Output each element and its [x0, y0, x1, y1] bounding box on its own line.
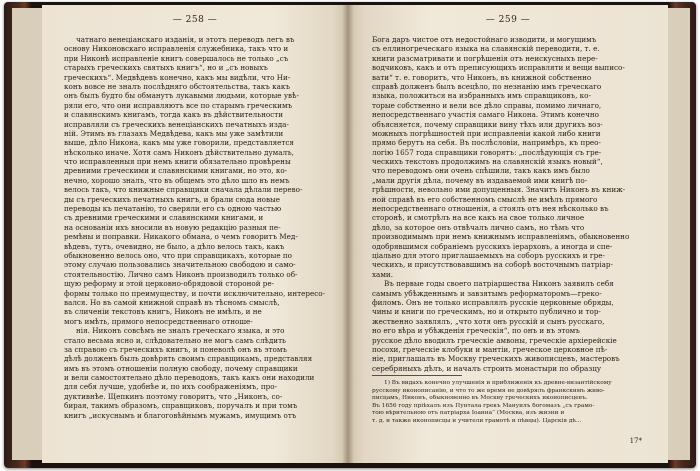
- right-page-number: — 259 —: [485, 15, 531, 25]
- text-line: ніе, приглашалъ въ Москву греческихъ живописцевъ, мастеровъ: [372, 354, 620, 364]
- text-line: ной справѣ въ его собственномъ смыслѣ не имѣлъ прямого: [372, 194, 598, 204]
- text-line: вѣдевъ, тутъ, очевидно, не было, а дѣло велось такъ, какъ: [64, 241, 285, 251]
- text-line: торые собственно и вели все дѣло справы, помимо личнаго,: [372, 100, 602, 110]
- text-line: русское дѣло вводилъ греческіе амвоны, греческіе архіерейскіе: [372, 335, 617, 345]
- text-line: Бога даръ чистое отъ недостойнаго изводити, и могущимъ: [372, 35, 597, 44]
- text-line: справѣ долженъ былъ всецѣло, по незнанію имъ греческаго: [372, 81, 602, 91]
- page-edges-left: [12, 8, 42, 460]
- text-line: тою вѣрительною отъ патріарха Іоанна“ (Москва, изъ жизни и: [372, 410, 565, 417]
- footnote: [372, 380, 646, 426]
- text-line: сторонѣ, и смотрѣлъ на все какъ на свое только личное: [372, 213, 585, 223]
- text-line: нечно, хорошо зналъ, что въ общемъ это дѣло шло въ немъ: [64, 175, 290, 185]
- left-page-number: — 258 —: [172, 15, 218, 25]
- text-line: при Никонѣ исправленіе книгъ совершалось не только „съ: [64, 53, 289, 63]
- text-line: Въ 1656 году пріѣхалъ изъ Пунтала грекъ Мануилъ богомазъ „съ грамо-: [372, 402, 595, 409]
- text-line: ціально для этого приглашаемыхъ на соборъ русскихъ и гре-: [372, 250, 605, 260]
- text-line: имъ въ этомъ отношеніи полную свободу, почему справщики: [64, 363, 298, 373]
- text-line: вался. Но въ самой книжной справѣ въ тѣсномъ смыслѣ,: [64, 297, 280, 307]
- text-line: и вели самостоятельно дѣло переводовъ, такъ какъ они находили: [64, 373, 315, 383]
- text-line: выше, дѣло Никона, какъ мы уже говорили, представляется: [64, 138, 294, 148]
- text-line: русскому иконописанію, и что то же время не довѣрялъ франкскимъ живо-: [372, 387, 605, 394]
- text-line: формы только по преимуществу, и почти исключительно, интересо-: [64, 288, 325, 298]
- text-line: бирая, такимъ образомъ, справщиковъ, поручалъ и при томъ: [64, 401, 298, 411]
- text-line: дѣлѣ долженъ былъ довѣрять своимъ справщикамъ, представляя: [64, 354, 313, 364]
- text-line: писцамъ, Никонъ, обыкновенно въ Москву греческихъ иконописцевъ.: [372, 395, 588, 402]
- text-line: стало весьма ясно и, слѣдовательно не могъ самъ слѣдить: [64, 335, 286, 345]
- text-line: за справою съ греческихъ книгъ, и поневолѣ онъ въ этомъ: [64, 344, 287, 354]
- text-line: Въ первые годы своего патріаршества Никонъ заявилъ себя: [384, 279, 614, 289]
- text-line: съ древними греческими и славянскими книгами, и: [64, 213, 264, 223]
- text-line: объясняется, почему справщики вину тѣхъ или другихъ воз-: [372, 119, 603, 129]
- page-edges-right: [668, 8, 690, 460]
- text-line: одобрявшимся собраніемъ русскихъ іерарховъ, а иногда и спе-: [372, 241, 613, 251]
- text-line: щую реформу и этой церковно-обрядовой стороной ре-: [64, 279, 275, 289]
- text-line: на основаніи ихъ вносили въ новую редакцію разныя пе-: [64, 222, 281, 232]
- text-line: непосредственнаго отношенія, а стоялъ отъ нея нѣсколько въ: [372, 204, 609, 214]
- text-line: древними греческими и славянскими книгами, но это, ко-: [64, 166, 288, 176]
- text-line: нѣсколько иначе. Хотя самъ Никонъ дѣйствительно думалъ,: [64, 147, 294, 157]
- footnote-divider: [372, 375, 462, 376]
- text-line: языка, положиться на избранныхъ имъ справщиковъ, ко-: [372, 91, 591, 101]
- text-line: для себя лучше, удобнѣе и, по ихъ соображеніямъ, про-: [64, 382, 277, 392]
- text-line: книгъ „искуснымъ и благоговѣйнымъ мужамъ, имущимъ отъ: [64, 410, 297, 420]
- left-page-text: [64, 35, 332, 420]
- text-line: конъ вовсе не зналъ послѣдняго обстоятельства, такъ какъ: [64, 81, 290, 91]
- text-line: но его вѣра и убѣжденія греческія“, по онъ и въ этомъ: [372, 326, 580, 336]
- book-gutter: [342, 5, 354, 463]
- text-line: переводы къ печатанію, то сверяли его съ одною частью: [64, 204, 282, 214]
- signature-mark: 17*: [629, 437, 642, 445]
- text-line: чатнаго венеціанскаго изданія, и этотъ переводъ легъ въ: [76, 35, 295, 44]
- text-line: хами.: [372, 269, 394, 279]
- text-line: филомъ. Онъ не только исправлялъ русскіе церковные обряды,: [372, 297, 614, 307]
- text-line: грѣшности, невольно ими допущенныя. Значитъ Никонъ въ книж-: [372, 185, 626, 195]
- text-line: ній. Этимъ въ глазахъ Медвѣдева, какъ мы уже замѣтили: [64, 128, 284, 138]
- text-line: въ сличеніи текстовъ книгъ, Никонъ не имѣлъ, и не: [64, 307, 262, 317]
- text-line: дуктивнѣе. Щепкинъ поэтому говоритъ, что „Никонъ, со-: [64, 391, 283, 401]
- text-line: производимымъ при немъ книжнымъ исправленіямъ, обыкновенно: [372, 232, 630, 242]
- text-line: книги разсматривати и погрѣшенія отъ неискусныхъ пере-: [372, 53, 598, 63]
- text-line: серебряныхъ дѣлъ, и началъ строить монастыри по образцу: [372, 363, 602, 373]
- text-line: нія. Никонъ совсѣмъ не зналъ греческаго языка, и это: [76, 326, 285, 336]
- text-line: можныхъ погрѣшностей при исправленіи какой либо книги: [372, 128, 601, 138]
- text-line: чины и книги по греческимъ, но и открыто публично и тор-: [372, 307, 601, 317]
- text-line: основу Никоновскаго исправленія служебника, такъ что и: [64, 44, 289, 54]
- text-line: 1) Въ видахъ конечно улучшенія и приближенія къ древне-византійскому: [384, 380, 612, 386]
- text-line: ческихъ, и присутствовавшимъ на соборѣ восточнымъ патріар-: [372, 260, 613, 270]
- text-line: онъ былъ будто бы обманутъ лукавыми людьми, которые увѣ-: [64, 91, 299, 101]
- text-line: непосредственнаго участія самаго Никона. Этимъ конечно: [372, 110, 599, 120]
- text-line: исправляли съ греческихъ венеціанскихъ печатныхъ издa-: [64, 119, 289, 129]
- text-line: старыхъ греческихъ святыхъ книгъ“, но и „съ новыхъ: [64, 63, 268, 73]
- right-page: [348, 5, 668, 463]
- text-line: и славянскимъ книгамъ, тогда какъ въ дѣйствительности: [64, 110, 284, 120]
- text-line: водчиковъ, какъ и отъ преписующихъ исправляти и вещи выписо-: [372, 63, 625, 73]
- text-line: т. д. и также иконописцы и учители грамотѣ и пѣвцы). Царскія дѣ...: [372, 417, 582, 424]
- text-line: ряли его, что они исправляютъ все по старымъ греческимъ: [64, 100, 293, 110]
- text-line: вати“ т. е. говоритъ, что Никонъ, въ книжной собственно: [372, 72, 592, 82]
- text-line: посохи, греческіе клобуки и мантіи, греческое церковное пѣ-: [372, 344, 608, 354]
- text-line: что переводомъ они очень спѣшили, такъ какъ имъ было: [372, 166, 590, 176]
- right-page-text: [372, 35, 646, 373]
- text-line: самымъ убѣжденнымъ и завзятымъ реформаторомъ—греко-: [372, 288, 602, 298]
- text-line: логію 1657 года справщики говорятъ: „послѣдующія съ гре-: [372, 147, 602, 157]
- text-line: дѣло, за которое онъ отвѣчалъ лично самъ, но тѣмъ что: [372, 222, 585, 232]
- text-line: ды съ греческихъ печатныхъ книгъ, и брали сюда новые: [64, 194, 280, 204]
- text-line: стоятельностію. Лично самъ Никонъ производилъ только об-: [64, 269, 298, 279]
- text-line: жественно заявлялъ, „что хотя онъ русскій и сынъ русскаго,: [372, 316, 605, 326]
- text-line: „мали другія дѣла, почему въ издаваемой ими книгѣ по-: [372, 175, 588, 185]
- text-line: съ еллиногреческаго языка на славянскій переводити, т. е.: [372, 44, 600, 54]
- text-line: могъ имѣть, прямого непосредственнаго отноше-: [64, 316, 253, 326]
- text-line: прямо берутъ на себя. Въ послѣсловіи, напримѣръ, къ прео-: [372, 138, 601, 148]
- text-line: что исправленныя при немъ книги обязательно провѣрены: [64, 157, 291, 167]
- text-line: обыкновенно велось оно, что при справщикахъ, которые по: [64, 250, 293, 260]
- text-line: греческихъ“. Медвѣдевъ конечно, какъ мы видѣли, что Ни-: [64, 72, 291, 82]
- text-line: велось такъ, что книжные справщики сначала дѣлали перево-: [64, 185, 303, 195]
- text-line: ческихъ текстовъ продолжимъ на славянскій языкъ новый“,: [372, 157, 603, 167]
- text-line: этому случаю пользовались значительною свободою и само-: [64, 260, 296, 270]
- text-line: ремѣны и поправки. Никакого обмана, о чемъ говоритъ Мед-: [64, 232, 298, 242]
- left-page: [42, 5, 348, 463]
